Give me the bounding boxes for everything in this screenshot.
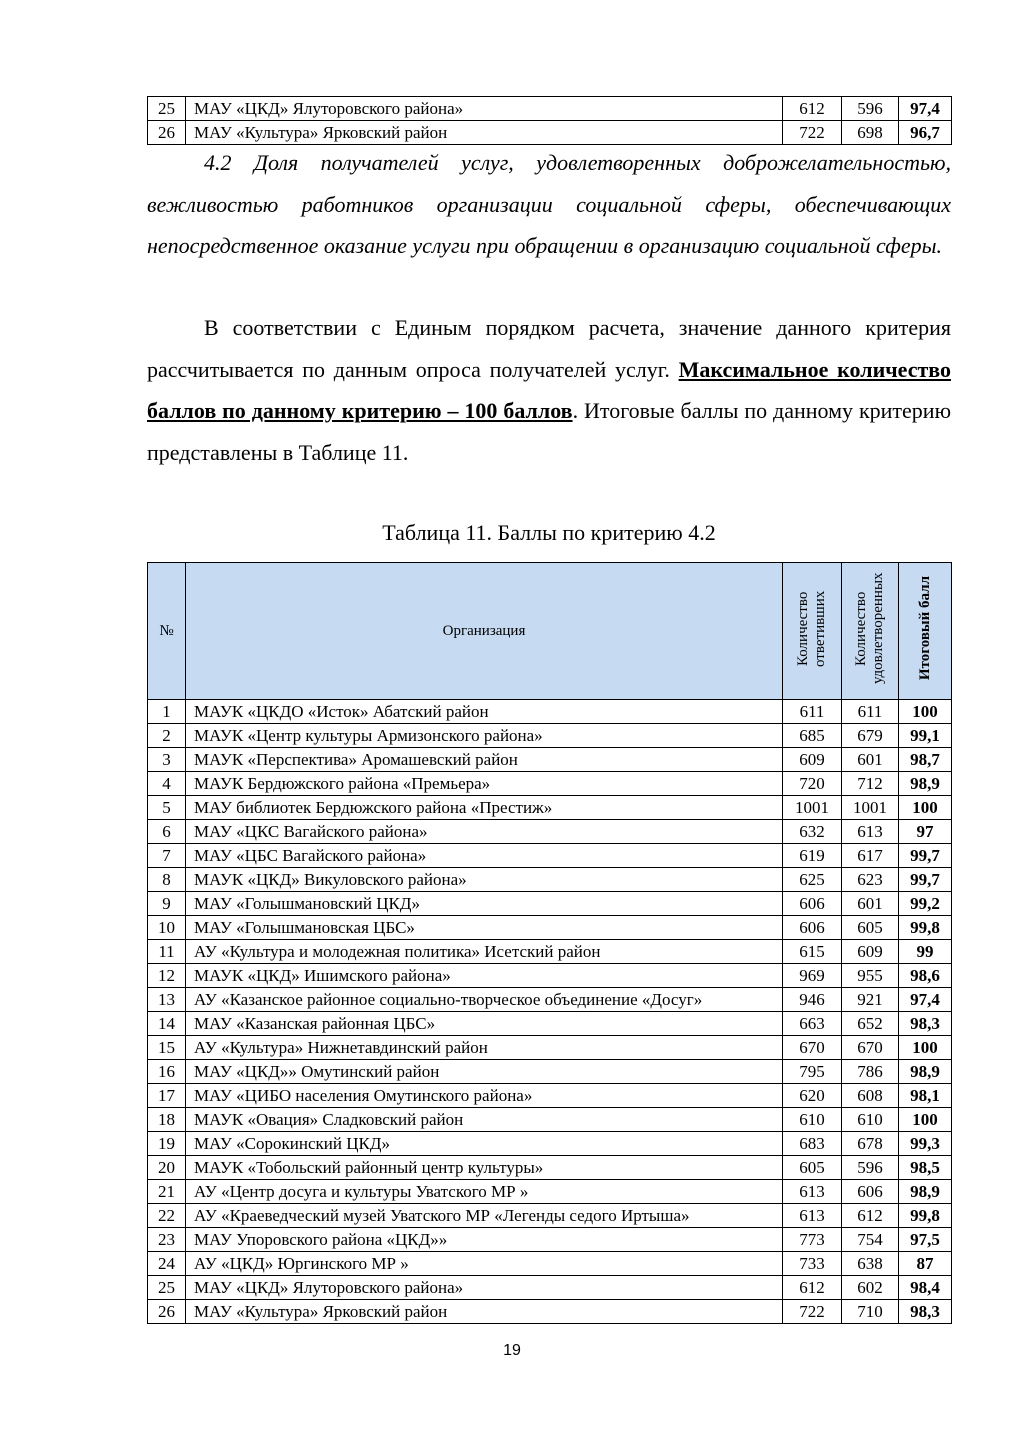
answered-count: 625 — [783, 868, 842, 892]
satisfied-count: 652 — [842, 1012, 899, 1036]
header-org: Организация — [186, 563, 783, 700]
answered-count: 615 — [783, 940, 842, 964]
row-number: 19 — [148, 1132, 186, 1156]
satisfied-count: 678 — [842, 1132, 899, 1156]
final-score: 100 — [899, 1036, 952, 1060]
table-row — [148, 1252, 952, 1276]
final-score: 99 — [899, 940, 952, 964]
org-name: АУ «Центр досуга и культуры Уватского МР » — [186, 1180, 783, 1204]
row-number: 26 — [148, 1300, 186, 1324]
answered-count: 613 — [783, 1180, 842, 1204]
org-name: АУ «Культура и молодежная политика» Исетский район — [186, 940, 783, 964]
answered-count: 683 — [783, 1132, 842, 1156]
satisfied-count: 698 — [842, 121, 899, 145]
table-row — [148, 1204, 952, 1228]
final-score: 100 — [899, 1108, 952, 1132]
org-name: МАУК «Тобольский районный центр культуры» — [186, 1156, 783, 1180]
satisfied-count: 623 — [842, 868, 899, 892]
row-number: 14 — [148, 1012, 186, 1036]
answered-count: 613 — [783, 1204, 842, 1228]
scores-table — [147, 562, 952, 1324]
answered-count: 795 — [783, 1060, 842, 1084]
table-row — [148, 1012, 952, 1036]
final-score: 98,6 — [899, 964, 952, 988]
satisfied-count: 596 — [842, 97, 899, 121]
final-score: 98,9 — [899, 1180, 952, 1204]
org-name: МАУ библиотек Бердюжского района «Престиж» — [186, 796, 783, 820]
table-row — [148, 1036, 952, 1060]
final-score: 98,9 — [899, 772, 952, 796]
satisfied-count: 617 — [842, 844, 899, 868]
satisfied-count: 605 — [842, 916, 899, 940]
answered-count: 609 — [783, 748, 842, 772]
row-number: 9 — [148, 892, 186, 916]
satisfied-count: 612 — [842, 1204, 899, 1228]
header-num: № — [148, 563, 186, 700]
final-score: 99,2 — [899, 892, 952, 916]
row-number: 11 — [148, 940, 186, 964]
table-row — [148, 1084, 952, 1108]
org-name: МАУ Упоровского района «ЦКД»» — [186, 1228, 783, 1252]
org-name: МАУК «ЦКД» Ишимского района» — [186, 964, 783, 988]
final-score: 99,7 — [899, 868, 952, 892]
table-row — [148, 724, 952, 748]
row-number: 24 — [148, 1252, 186, 1276]
answered-count: 605 — [783, 1156, 842, 1180]
answered-count: 969 — [783, 964, 842, 988]
answered-count: 632 — [783, 820, 842, 844]
row-number: 1 — [148, 700, 186, 724]
answered-count: 670 — [783, 1036, 842, 1060]
org-name: МАУ «Казанская районная ЦБС» — [186, 1012, 783, 1036]
table-row — [148, 940, 952, 964]
final-score: 98,3 — [899, 1300, 952, 1324]
satisfied-count: 601 — [842, 892, 899, 916]
table-row — [148, 988, 952, 1012]
row-number: 8 — [148, 868, 186, 892]
org-name: МАУК «Перспектива» Аромашевский район — [186, 748, 783, 772]
satisfied-count: 786 — [842, 1060, 899, 1084]
table-row — [148, 1300, 952, 1324]
answered-count: 606 — [783, 892, 842, 916]
table-row — [148, 1276, 952, 1300]
satisfied-count: 670 — [842, 1036, 899, 1060]
answered-count: 612 — [783, 1276, 842, 1300]
org-name: МАУК «ЦКД» Викуловского района» — [186, 868, 783, 892]
table-row — [148, 820, 952, 844]
satisfied-count: 606 — [842, 1180, 899, 1204]
answered-count: 733 — [783, 1252, 842, 1276]
final-score: 99,8 — [899, 1204, 952, 1228]
satisfied-count: 596 — [842, 1156, 899, 1180]
final-score: 99,7 — [899, 844, 952, 868]
row-number: 17 — [148, 1084, 186, 1108]
answered-count: 685 — [783, 724, 842, 748]
satisfied-count: 609 — [842, 940, 899, 964]
table-row — [148, 964, 952, 988]
table-row — [148, 121, 952, 145]
row-number: 3 — [148, 748, 186, 772]
org-name: МАУК «Овация» Сладковский район — [186, 1108, 783, 1132]
table-row — [148, 1180, 952, 1204]
row-number: 25 — [148, 97, 186, 121]
satisfied-count: 921 — [842, 988, 899, 1012]
final-score: 98,1 — [899, 1084, 952, 1108]
answered-count: 663 — [783, 1012, 842, 1036]
answered-count: 720 — [783, 772, 842, 796]
satisfied-count: 712 — [842, 772, 899, 796]
org-name: АУ «Краеведческий музей Уватского МР «Легенды седого Иртыша» — [186, 1204, 783, 1228]
org-name: МАУ «ЦИБО населения Омутинского района» — [186, 1084, 783, 1108]
row-number: 13 — [148, 988, 186, 1012]
org-name: МАУ «Культура» Ярковский район — [186, 121, 783, 145]
table-row — [148, 1132, 952, 1156]
org-name: МАУ «Сорокинский ЦКД» — [186, 1132, 783, 1156]
satisfied-count: 1001 — [842, 796, 899, 820]
table-row — [148, 868, 952, 892]
satisfied-count: 754 — [842, 1228, 899, 1252]
final-score: 96,7 — [899, 121, 952, 145]
row-number: 7 — [148, 844, 186, 868]
row-number: 6 — [148, 820, 186, 844]
org-name: МАУ «ЦКД» Ялуторовского района» — [186, 1276, 783, 1300]
row-number: 10 — [148, 916, 186, 940]
org-name: МАУ «Голышмановский ЦКД» — [186, 892, 783, 916]
row-number: 20 — [148, 1156, 186, 1180]
satisfied-count: 601 — [842, 748, 899, 772]
row-number: 21 — [148, 1180, 186, 1204]
answered-count: 611 — [783, 700, 842, 724]
satisfied-count: 613 — [842, 820, 899, 844]
header-score — [899, 563, 952, 700]
final-score: 98,9 — [899, 1060, 952, 1084]
row-number: 23 — [148, 1228, 186, 1252]
final-score: 99,3 — [899, 1132, 952, 1156]
table-row — [148, 844, 952, 868]
satisfied-count: 611 — [842, 700, 899, 724]
final-score: 98,5 — [899, 1156, 952, 1180]
org-name: АУ «Культура» Нижнетавдинский район — [186, 1036, 783, 1060]
table-row — [148, 700, 952, 724]
paragraph-text-end: . Итоговые баллы по данному критерию представлены в Таблице 11. — [147, 398, 952, 465]
org-name: АУ «Казанское районное социально-творческое объединение «Досуг» — [186, 988, 783, 1012]
org-name: МАУ «ЦБС Вагайского района» — [186, 844, 783, 868]
final-score: 98,4 — [899, 1276, 952, 1300]
row-number: 5 — [148, 796, 186, 820]
final-score: 97,5 — [899, 1228, 952, 1252]
row-number: 26 — [148, 121, 186, 145]
row-number: 2 — [148, 724, 186, 748]
table-row — [148, 1156, 952, 1180]
answered-count: 1001 — [783, 796, 842, 820]
row-number: 12 — [148, 964, 186, 988]
final-score: 98,3 — [899, 1012, 952, 1036]
paragraph-text-start: В соответствии с Единым порядком расчета, значение данного критерия рассчитывается по данным опроса получателей услуг. — [147, 315, 951, 382]
final-score: 87 — [899, 1252, 952, 1276]
org-name: МАУ «ЦКД»» Омутинский район — [186, 1060, 783, 1084]
final-score: 97 — [899, 820, 952, 844]
org-name: МАУ «Культура» Ярковский район — [186, 1300, 783, 1324]
row-number: 25 — [148, 1276, 186, 1300]
final-score: 100 — [899, 700, 952, 724]
satisfied-count: 955 — [842, 964, 899, 988]
table-header-row — [148, 563, 952, 700]
table-row — [148, 796, 952, 820]
satisfied-count: 710 — [842, 1300, 899, 1324]
header-answered — [783, 563, 842, 700]
satisfied-count: 608 — [842, 1084, 899, 1108]
satisfied-count: 602 — [842, 1276, 899, 1300]
table-row — [148, 916, 952, 940]
final-score: 99,1 — [899, 724, 952, 748]
header-score-label: Итоговый балл — [916, 576, 933, 681]
satisfied-count: 638 — [842, 1252, 899, 1276]
table-row — [148, 1060, 952, 1084]
answered-count: 610 — [783, 1108, 842, 1132]
table-row — [148, 1108, 952, 1132]
answered-count: 722 — [783, 1300, 842, 1324]
row-number: 22 — [148, 1204, 186, 1228]
org-name: МАУ «Голышмановская ЦБС» — [186, 916, 783, 940]
table-row — [148, 748, 952, 772]
answered-count: 620 — [783, 1084, 842, 1108]
header-satisfied — [842, 563, 899, 700]
org-name: МАУК «Центр культуры Армизонского района» — [186, 724, 783, 748]
satisfied-count: 679 — [842, 724, 899, 748]
final-score: 97,4 — [899, 988, 952, 1012]
table-row — [148, 772, 952, 796]
table-row — [148, 1228, 952, 1252]
table-caption: Таблица 11. Баллы по критерию 4.2 — [382, 520, 716, 545]
answered-count: 773 — [783, 1228, 842, 1252]
section-paragraph — [147, 307, 951, 473]
table-row — [148, 97, 952, 121]
answered-count: 946 — [783, 988, 842, 1012]
final-score: 99,8 — [899, 916, 952, 940]
table-row — [148, 892, 952, 916]
org-name: МАУ «ЦКД» Ялуторовского района» — [186, 97, 783, 121]
header-satisfied-label: Количество удовлетворенных — [853, 572, 886, 685]
final-score: 98,7 — [899, 748, 952, 772]
satisfied-count: 610 — [842, 1108, 899, 1132]
answered-count: 606 — [783, 916, 842, 940]
org-name: МАУ «ЦКС Вагайского района» — [186, 820, 783, 844]
max-score-note: Максимальное количество баллов по данному критерию – 100 баллов — [147, 356, 951, 423]
page-number: 19 — [503, 1342, 521, 1359]
org-name: АУ «ЦКД» Юргинского МР » — [186, 1252, 783, 1276]
row-number: 18 — [148, 1108, 186, 1132]
top-table-continuation — [147, 96, 952, 145]
answered-count: 612 — [783, 97, 842, 121]
section-heading: 4.2 Доля получателей услуг, удовлетворенных доброжелательностью, вежливостью работников организации социальной сферы, обеспечивающих непосредственное оказание услуги при обращении в организацию социальной сферы. — [147, 150, 951, 258]
row-number: 4 — [148, 772, 186, 796]
header-answered-label: Количество ответивших — [795, 590, 828, 667]
answered-count: 619 — [783, 844, 842, 868]
final-score: 97,4 — [899, 97, 952, 121]
answered-count: 722 — [783, 121, 842, 145]
final-score: 100 — [899, 796, 952, 820]
row-number: 16 — [148, 1060, 186, 1084]
org-name: МАУК Бердюжского района «Премьера» — [186, 772, 783, 796]
row-number: 15 — [148, 1036, 186, 1060]
org-name: МАУК «ЦКДО «Исток» Абатский район — [186, 700, 783, 724]
